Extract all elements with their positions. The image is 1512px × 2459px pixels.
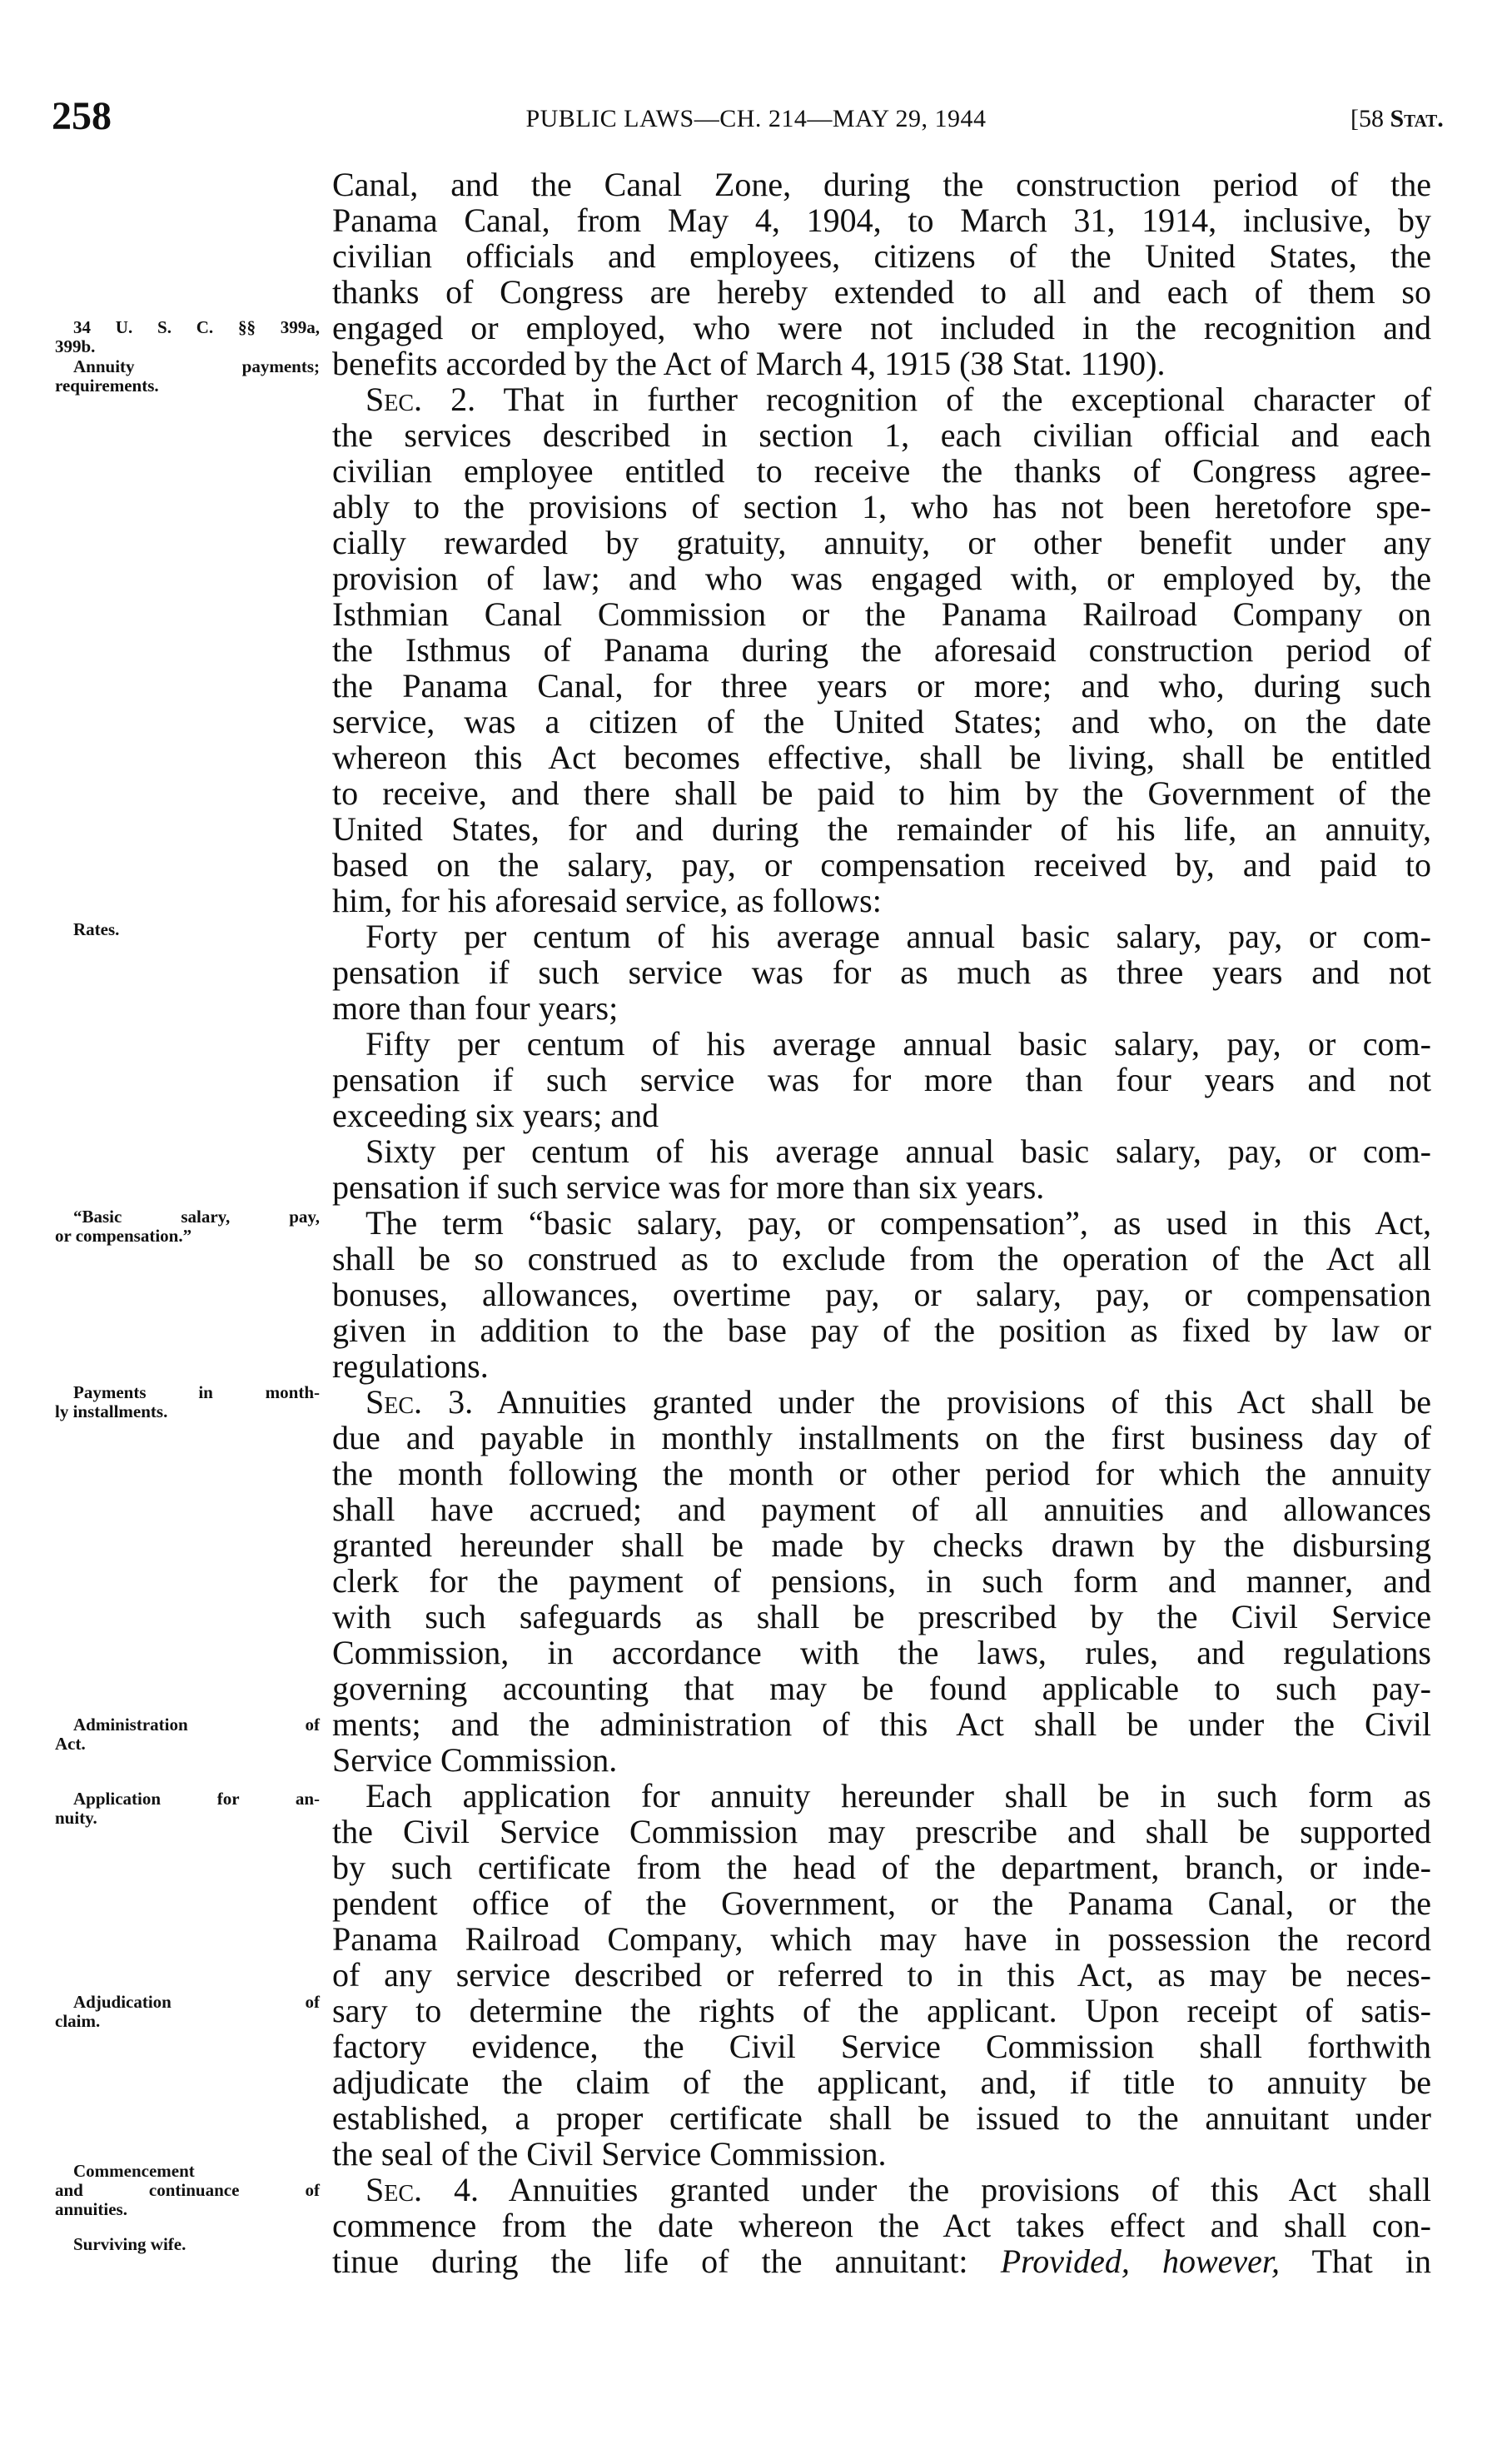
text-line: pendent office of the Government, or the Panama Canal, or the xyxy=(332,1884,1431,1922)
text-line: exceeding six years; and xyxy=(332,1097,659,1134)
text-line: pensation if such service was for as much as three years and not xyxy=(332,953,1431,991)
text-line: the Civil Service Commission may prescribe and shall be supported xyxy=(332,1813,1431,1850)
text-line: ably to the provisions of section 1, who has not been heretofore spe- xyxy=(332,488,1431,525)
section-2-start: Sec. 2. That in further recognition of the exceptional character of xyxy=(366,381,1432,418)
definition-basic-salary: The term “basic salary, pay, or compensation”, as used in this Act, xyxy=(366,1204,1431,1242)
text-line: the seal of the Civil Service Commission. xyxy=(332,2135,887,2173)
text-line: factory evidence, the Civil Service Commission shall forthwith xyxy=(332,2028,1431,2065)
margin-note-usc-citation: 34 U. S. C. §§ 399a, 399b. xyxy=(55,317,320,356)
volume-prefix: [58 xyxy=(1350,105,1384,132)
text-line: due and payable in monthly installments on the first business day of xyxy=(332,1419,1431,1456)
text-line: Isthmian Canal Commission or the Panama Railroad Company on xyxy=(332,595,1431,633)
text-line: the services described in section 1, each civilian official and each xyxy=(332,416,1431,454)
text-line: United States, for and during the remainder of his life, an annuity, xyxy=(332,810,1431,848)
margin-note-application: Application for an- nuity. xyxy=(55,1789,320,1828)
page-number: 258 xyxy=(52,94,112,138)
text-line: by such certificate from the head of the department, branch, or inde- xyxy=(332,1849,1431,1886)
text-line: granted hereunder shall be made by checks drawn by the disbursing xyxy=(332,1526,1431,1564)
margin-note-administration: Administration of Act. xyxy=(55,1715,320,1754)
text-line: given in addition to the base pay of the position as fixed by law or xyxy=(332,1312,1431,1349)
section-label: Sec. 3. xyxy=(366,1383,474,1421)
text-line: more than four years; xyxy=(332,989,619,1027)
text-line: Panama Canal, from May 4, 1904, to March 31, 1914, inclusive, by xyxy=(332,202,1431,239)
rate-sixty: Sixty per centum of his average annual basic salary, pay, or com- xyxy=(366,1132,1431,1170)
text-line: service, was a citizen of the United States; and who, on the date xyxy=(332,703,1431,740)
volume-reference xyxy=(1350,105,1444,147)
text-line: tinue during the life of the annuitant: Provided, however, That in xyxy=(332,2242,1432,2280)
section-label: Sec. 4. xyxy=(366,2171,480,2208)
text-line: regulations. xyxy=(332,1347,489,1385)
margin-note-adjudication: Adjudication of claim. xyxy=(55,1992,320,2031)
text-line: provision of law; and who was engaged with, or employed by, the xyxy=(332,560,1431,597)
text-line: Canal, and the Canal Zone, during the construction period of the xyxy=(332,166,1431,203)
text-line: established, a proper certificate shall be issued to the annuitant under xyxy=(332,2099,1431,2137)
text-line: governing accounting that may be found applicable to such pay- xyxy=(332,1670,1431,1707)
section-label: Sec. 2. xyxy=(366,381,476,418)
text-line: shall be so construed as to exclude from the operation of the Act all xyxy=(332,1240,1431,1277)
text-line: Commission, in accordance with the laws, rules, and regulations xyxy=(332,1634,1431,1671)
text-line: adjudicate the claim of the applicant, and, if title to annuity be xyxy=(332,2063,1431,2101)
text-line: Service Commission. xyxy=(332,1741,618,1779)
application-paragraph: Each application for annuity hereunder shall be in such form as xyxy=(366,1777,1431,1814)
text-line: to receive, and there shall be paid to him by the Government of the xyxy=(332,774,1431,812)
section-3-start: Sec. 3. Annuities granted under the provisions of this Act shall be xyxy=(366,1383,1431,1421)
margin-note-rates: Rates. xyxy=(73,919,120,939)
text-line: the Panama Canal, for three years or more; and who, during such xyxy=(332,667,1431,704)
proviso-italic: however, xyxy=(1161,2242,1281,2280)
statute-body xyxy=(332,167,1431,2279)
rate-forty: Forty per centum of his average annual basic salary, pay, or com- xyxy=(366,918,1431,955)
text-line: based on the salary, pay, or compensation received by, and paid to xyxy=(332,846,1431,884)
text-line: thanks of Congress are hereby extended to all and each of them so xyxy=(332,273,1431,311)
text-line: civilian officials and employees, citizens of the United States, the xyxy=(332,237,1431,275)
margin-note-surviving-wife: Surviving wife. xyxy=(73,2234,187,2254)
running-head: PUBLIC LAWS—CH. 214—MAY 29, 1944 xyxy=(525,105,987,132)
rate-fifty: Fifty per centum of his average annual basic salary, pay, or com- xyxy=(366,1025,1431,1063)
text-line: engaged or employed, who were not included in the recognition and xyxy=(332,309,1431,346)
text-line: shall have accrued; and payment of all annuities and allowances xyxy=(332,1491,1431,1528)
margin-note-monthly-installments: Payments in month- ly installments. xyxy=(55,1382,320,1421)
text-line: him, for his aforesaid service, as follows: xyxy=(332,882,882,919)
text-line: sary to determine the rights of the applicant. Upon receipt of satis- xyxy=(332,1992,1431,2029)
section-4-start: Sec. 4. Annuities granted under the provisions of this Act shall xyxy=(366,2171,1431,2208)
text-line: commence from the date whereon the Act takes effect and shall con- xyxy=(332,2207,1431,2244)
margin-note-commencement: Commencement and continuance of annuities. xyxy=(55,2161,320,2219)
text-line: ments; and the administration of this Act shall be under the Civil xyxy=(332,1705,1431,1743)
margin-note-basic-salary: “Basic salary, pay, or compensation.” xyxy=(55,1207,320,1246)
text-line: pensation if such service was for more than four years and not xyxy=(332,1061,1431,1098)
text-line: the month following the month or other period for which the annuity xyxy=(332,1455,1431,1492)
text-line: civilian employee entitled to receive the thanks of Congress agree- xyxy=(332,452,1431,490)
text-line: Panama Railroad Company, which may have in possession the record xyxy=(332,1920,1431,1958)
volume-label: Stat. xyxy=(1390,105,1444,132)
margin-note-annuity-payments: Annuity payments; requirements. xyxy=(55,356,320,396)
text-line: benefits accorded by the Act of March 4, 1915 (38 Stat. 1190). xyxy=(332,345,1166,382)
proviso-italic: Provided, xyxy=(1000,2242,1130,2280)
text-line: clerk for the payment of pensions, in such form and manner, and xyxy=(332,1562,1431,1600)
text-line: pensation if such service was for more than six years. xyxy=(332,1168,1045,1206)
text-line: cially rewarded by gratuity, annuity, or other benefit under any xyxy=(332,524,1431,561)
text-line: bonuses, allowances, overtime pay, or salary, pay, or compensation xyxy=(332,1276,1431,1313)
text-line: the Isthmus of Panama during the aforesaid construction period of xyxy=(332,631,1431,669)
text-line: whereon this Act becomes effective, shall be living, shall be entitled xyxy=(332,739,1431,776)
text-line: with such safeguards as shall be prescribed by the Civil Service xyxy=(332,1598,1431,1635)
text-line: of any service described or referred to in this Act, as may be neces- xyxy=(332,1956,1431,1994)
